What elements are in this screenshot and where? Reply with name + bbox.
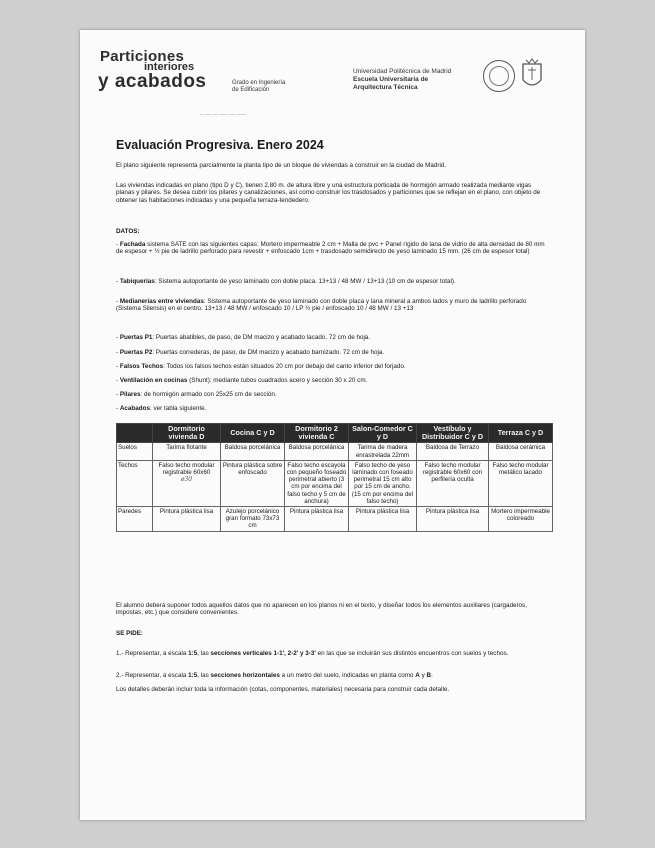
table-cell: Baldosa porcelánica: [221, 443, 285, 460]
table-header-cell: [117, 424, 153, 443]
task-section-a: A: [415, 672, 420, 679]
task-text: en las que se incluirán sus distintos encuentros con suelos y techos.: [315, 650, 509, 657]
table-row-label: Techos: [117, 460, 153, 506]
exam-title: Evaluación Progresiva. Enero 2024: [116, 138, 324, 152]
task-emphasis: secciones horizontales: [210, 672, 280, 679]
datos-label: Acabados: [119, 405, 150, 412]
handwritten-note: -- --- --- ---- ---- -----: [200, 112, 247, 118]
school-line1: Escuela Universitaria de: [353, 76, 429, 83]
table-header-cell: Terraza C y D: [489, 424, 553, 443]
datos-text: : Sistema autoportante de yeso laminado con doble placa y lana mineral a ambos lados y muro de ladrillo perforado (Sistema Silensis) en el centro. 13+13 / 48 MW / enfoscado 10 / LP ½ pie / enfoscado 10 / 48 MW / 13 +13: [116, 298, 527, 313]
datos-label: Puertas P2: [119, 349, 153, 356]
datos-text: : ver tabla siguiente.: [149, 405, 207, 412]
table-header-cell: Salon-Comedor C y D: [349, 424, 417, 443]
closing-paragraph: El alumno deberá suponer todos aquellos datos que no aparecen en los planos ni en el texto, y diseñar todos los elementos auxiliares (cargaderos, impostas, etc.) que considere convenientes.: [116, 602, 527, 617]
table-cell: Pintura plástica sobre enfoscado: [221, 460, 285, 506]
task-text: 2.- Representar, a escala: [116, 672, 189, 679]
datos-item-tabiquerias: - Tabiquerías: Sistema autoportante de yeso laminado con doble placa. 13+13 / 48 MW / 13+13 (10 cm de espesor total).: [116, 278, 456, 285]
task-scale: 1:5: [188, 650, 198, 657]
se-pide-heading: SE PIDE:: [116, 630, 143, 637]
table-cell: Tarima flotante: [153, 443, 221, 460]
degree-line1: Grado en Ingeniería: [232, 80, 286, 86]
course-logo-line2: interiores: [144, 61, 195, 73]
table-row: [117, 443, 553, 460]
table-row-label: Paredes: [117, 507, 153, 532]
datos-label: Tabiquerías: [119, 278, 155, 285]
school-crest-icon: [520, 58, 544, 92]
task-text: , las: [197, 672, 211, 679]
datos-item-ventilacion: - Ventilación en cocinas (Shunt): mediante tubos cuadrados acero y sección 30 x 20 cm.: [116, 377, 368, 384]
datos-item-medianerias: - Medianerías entre viviendas: Sistema autoportante de yeso laminado con doble placa y lana mineral a ambos lados y muro de ladrillo perforado (Sistema Silensis) en el centro. 13+13 / 48 MW / enfoscado 10 / LP ½ pie / enfoscado 10 / 48 MW / 13 +13: [116, 298, 527, 313]
table-cell: Falso techo de yeso laminado con foseado perimetral 15 cm alto por 15 cm de ancho. (15 cm por encima del falso techo): [349, 460, 417, 506]
table-cell: Tarima de madera enrastrelada 22mm: [349, 443, 417, 460]
university-block: [353, 68, 483, 92]
datos-item-acabados: - Acabados: ver tabla siguiente.: [116, 405, 207, 412]
handwritten-mark: ø30: [180, 476, 193, 484]
course-logo-line1: Particiones: [100, 48, 185, 65]
table-cell-text: Falso techo modular registrable 60x60: [158, 461, 215, 477]
table-cell: Pintura plástica lisa: [349, 507, 417, 532]
university-name: Universidad Politécnica de Madrid: [353, 68, 452, 75]
datos-text: : Puertas abatibles, de paso, de DM macizo y acabado lacado. 72 cm de hoja.: [152, 334, 371, 341]
table-cell: Azulejo porcelánico gran formato 73x73 cm: [221, 507, 285, 532]
table-header-cell: Dormitorio 2 vivienda C: [285, 424, 349, 443]
table-header-cell: Vestíbulo y Distribuidor C y D: [417, 424, 489, 443]
datos-text: (Shunt): mediante tubos cuadrados acero y sección 30 x 20 cm.: [187, 377, 368, 384]
datos-item-puertas-p1: - Puertas P1: Puertas abatibles, de paso, de DM macizo y acabado lacado. 72 cm de hoja.: [116, 334, 371, 341]
task-text: , las: [197, 650, 211, 657]
task-text: a un metro del suelo, indicadas en planta como: [279, 672, 416, 679]
table-cell: Mortero impermeable coloreado: [489, 507, 553, 532]
table-cell: Falso techo escayola con pequeño foseado perimetral abierto (3 cm por encima del falso techo y 5 cm de anchura): [285, 460, 349, 506]
task-text: 1.- Representar, a escala: [116, 650, 189, 657]
task-scale: 1:5: [188, 672, 198, 679]
final-note: Los detalles deberán incluir toda la información (cotas, componentes, materiales) necesaria para construir cada detalle.: [116, 686, 450, 693]
task-text: y: [419, 672, 427, 679]
datos-label: Ventilación en cocinas: [119, 377, 188, 384]
table-row: [117, 507, 553, 532]
datos-label: Fachada: [119, 241, 146, 248]
datos-text: : de hormigón armado con 25x25 cm de sección.: [140, 391, 277, 398]
table-row: [117, 460, 553, 506]
table-cell: Baldosa de Terrazo: [417, 443, 489, 460]
table-row-label: Suelos: [117, 443, 153, 460]
datos-label: Puertas P1: [119, 334, 153, 341]
table-cell: Baldosa porcelánica: [285, 443, 349, 460]
table-cell: Pintura plástica lisa: [153, 507, 221, 532]
degree-label: [232, 80, 312, 94]
university-seal-icon: [483, 60, 515, 92]
datos-text: sistema SATE con las siguientes capas: Mortero impermeable 2 cm + Malla de pvc + Panel rígido de lana de vidrio de alta densidad de 80 mm de espesor + ½ pie de ladrillo perforado para revestir + enfoscado 1cm + trasdosado semidirecto de yeso laminado 15 mm. (26 cm de espesor total): [116, 241, 545, 256]
datos-item-fachada: - Fachada sistema SATE con las siguientes capas: Mortero impermeable 2 cm + Malla de pvc + Panel rígido de lana de vidrio de alta densidad de 80 mm de espesor + ½ pie de ladrillo perforado para revestir + enfoscado 1cm + trasdosado semidirecto de yeso laminado 15 mm. (26 cm de espesor total): [116, 241, 545, 256]
task-emphasis: secciones verticales 1-1', 2-2' y 3-3': [210, 650, 316, 657]
degree-line2: de Edificación: [232, 87, 270, 93]
datos-item-puertas-p2: - Puertas P2: Puertas correderas, de paso, de DM macizo y acabado barnizado. 72 cm de hoja.: [116, 349, 385, 356]
datos-label: Medianerías entre viviendas: [119, 298, 204, 305]
school-line2: Arquitectura Técnica: [353, 84, 418, 91]
datos-text: : Puertas correderas, de paso, de DM macizo y acabado barnizado. 72 cm de hoja.: [152, 349, 385, 356]
intro-paragraph: El plano siguiente representa parcialmente la planta tipo de un bloque de viviendas a construir en la ciudad de Madrid.: [116, 162, 447, 169]
datos-heading: DATOS:: [116, 228, 140, 235]
table-cell: Pintura plástica lisa: [417, 507, 489, 532]
datos-item-pilares: - Pilares: de hormigón armado con 25x25 cm de sección.: [116, 391, 277, 398]
datos-label: Falsos Techos: [119, 363, 164, 370]
table-header-cell: Cocina C y D: [221, 424, 285, 443]
datos-text: : Todos los falsos techos están situados 20 cm por debajo del canto inferior del forjado.: [163, 363, 406, 370]
table-cell: Falso techo modular metálico lacado: [489, 460, 553, 506]
exam-sheet: [80, 30, 585, 820]
description-paragraph: Las viviendas indicadas en plano (tipo D y C), tienen 2,80 m. de altura libre y una estructura porticada de hormigón armado realizada mediante vigas planas y pilares. Se desea cubrir los pilares y canalizaciones, así como construir los trasdosados y particiones que se reflejan en el plano, con objeto de obtener las habitaciones indicadas y una pequeña terraza-tendedero.: [116, 182, 541, 204]
task-section-b: B: [426, 672, 432, 679]
task-2: [116, 672, 548, 679]
datos-label: Pilares: [119, 391, 141, 398]
table-cell: Pintura plástica lisa: [285, 507, 349, 532]
task-text: .: [431, 672, 433, 679]
course-logo-line3: y acabados: [98, 71, 207, 92]
table-header-cell: Dormitorio vivienda D: [153, 424, 221, 443]
datos-item-falsos-techos: - Falsos Techos: Todos los falsos techos están situados 20 cm por debajo del canto inferior del forjado.: [116, 363, 406, 370]
finishes-table: [116, 423, 553, 532]
table-cell: [153, 460, 221, 506]
task-1: [116, 650, 548, 657]
table-header-row: [117, 424, 553, 443]
datos-text: : Sistema autoportante de yeso laminado con doble placa. 13+13 / 48 MW / 13+13 (10 cm de espesor total).: [154, 278, 456, 285]
table-cell: Baldosa cerámica: [489, 443, 553, 460]
table-cell: Falso techo modular registrable 60x60 con perfilería oculta: [417, 460, 489, 506]
